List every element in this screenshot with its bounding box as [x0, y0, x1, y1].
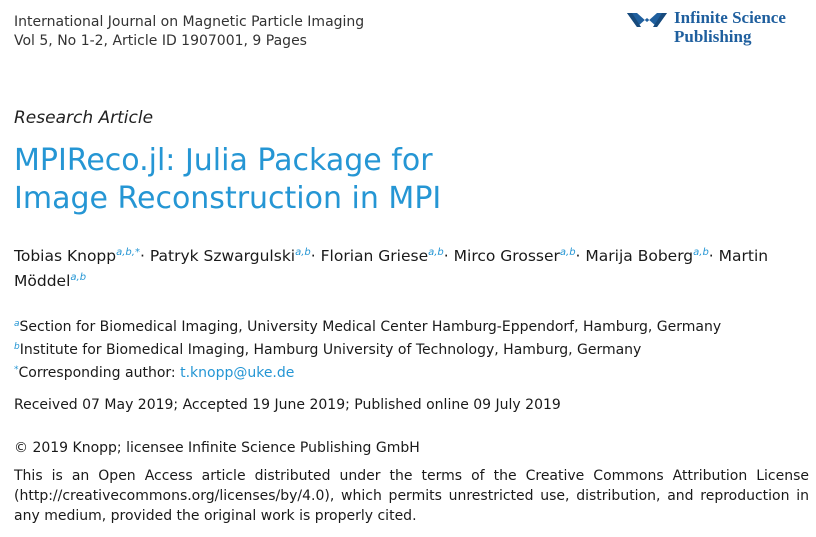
author-affiliation-marker: a,b [70, 272, 87, 283]
author-name: Patryk Szwargulski [149, 247, 296, 265]
affiliation-item [14, 337, 721, 360]
author-name: Florian Griese [320, 247, 429, 265]
author-name: Martin Möddel [14, 247, 769, 290]
author-list [14, 242, 809, 292]
author-affiliation-marker: a,b [559, 247, 576, 258]
author-separator: · [575, 247, 581, 265]
author-affiliation-marker: a,b [295, 247, 311, 258]
journal-header [14, 13, 364, 51]
author-name: Marija Boberg [585, 247, 694, 265]
affiliation-list [14, 314, 721, 383]
corresponding-marker: * [14, 365, 19, 375]
author-affiliation-marker: a,b [693, 247, 709, 258]
author-separator: · [310, 247, 316, 265]
corresponding-label: Corresponding author: [18, 365, 181, 381]
paper-title-line-2: Image Reconstruction in MPI [14, 181, 442, 216]
corresponding-email-link[interactable]: t.knopp@uke.de [180, 365, 295, 381]
author-separator: · [708, 247, 714, 265]
affiliation-marker: a [14, 319, 20, 329]
author-name: Mirco Grosser [453, 247, 560, 265]
author-separator: · [443, 247, 449, 265]
affiliation-marker: b [14, 342, 20, 352]
affiliation-text: Section for Biomedical Imaging, University Medical Center Hamburg-Eppendorf, Hamburg, Germany [19, 319, 722, 335]
logo-line-1: Infinite Science [674, 8, 786, 27]
paper-title [14, 142, 441, 218]
open-access-statement: This is an Open Access article distributed under the terms of the Creative Commons Attribution License (http://creativecommons.org/licenses/by/4.0), which permits unrestricted use, distribution, and reproduction in any medium, provided the original work is properly cited. [14, 468, 809, 524]
author-affiliation-marker: a,b,* [116, 247, 140, 258]
infinity-ribbon-icon [624, 9, 670, 31]
logo-line-2: Publishing [674, 27, 752, 46]
corresponding-author [14, 360, 721, 383]
journal-name: International Journal on Magnetic Particle Imaging [14, 14, 365, 30]
publisher-logo-text [674, 8, 786, 46]
publisher-logo[interactable] [624, 8, 809, 50]
author-name: Tobias Knopp [14, 247, 117, 265]
author-affiliation-marker: a,b [428, 247, 444, 258]
volume-info: Vol 5, No 1-2, Article ID 1907001, 9 Pages [14, 33, 307, 49]
affiliation-text: Institute for Biomedical Imaging, Hamburg University of Technology, Hamburg, Germany [19, 342, 642, 358]
publication-dates: Received 07 May 2019; Accepted 19 June 2019; Published online 09 July 2019 [14, 397, 561, 413]
copyright-notice: © 2019 Knopp; licensee Infinite Science Publishing GmbH [14, 440, 420, 456]
author-separator: · [139, 247, 145, 265]
paper-title-line-1: MPIReco.jl: Julia Package for [14, 143, 433, 178]
affiliation-item [14, 314, 721, 337]
article-type: Research Article [14, 108, 154, 128]
